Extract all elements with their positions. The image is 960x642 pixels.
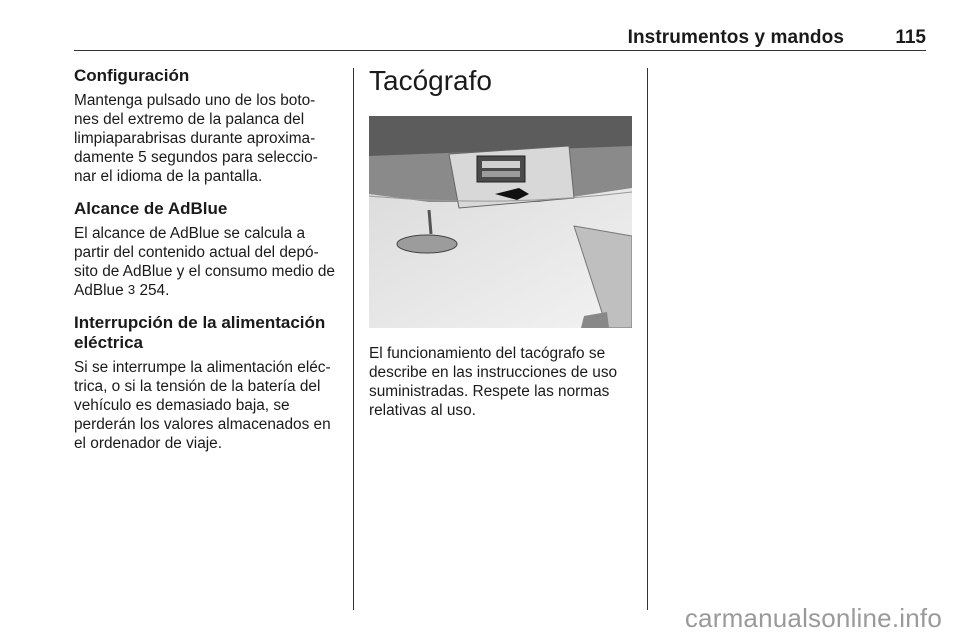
section-body: Mantenga pulsado uno de los boto- nes del extremo de la palanca del limpiaparabrisas durante aproxima- damente 5 segundos para seleccio- nar el idioma de la pantalla. (74, 92, 318, 185)
page-reference-link[interactable]: 254. (139, 282, 170, 299)
page-reference-icon: 3 (127, 282, 136, 297)
section-body: Si se interrumpe la alimentación eléc- trica, o si la tensión de la batería del vehículo es demasiado baja, se perderán los valores almacenados en el ordenador de viaje. (74, 359, 331, 452)
section-alcance-adblue (74, 199, 344, 300)
page-header (74, 22, 926, 51)
section-configuracion (74, 66, 344, 186)
chapter-title: Instrumentos y mandos (627, 27, 844, 48)
tachograph-illustration (369, 116, 632, 328)
watermark: carmanualsonline.info (684, 603, 942, 633)
right-column (369, 66, 633, 420)
section-body (74, 224, 344, 300)
column-divider-right (647, 68, 648, 610)
section-interrupcion (74, 313, 344, 453)
section-body-text: El alcance de AdBlue se calcula a partir del contenido actual del depó- sito de AdBlue y el consumo medio de AdBlue (74, 225, 335, 299)
left-column (74, 66, 344, 466)
page-number: 115 (895, 27, 926, 48)
column-divider-left (353, 68, 354, 610)
section-body: El funcionamiento del tacógrafo se describe en las instrucciones de uso suministradas. Respete las normas relativas al uso. (369, 345, 618, 419)
section-title: Tacógrafo (369, 65, 492, 96)
section-heading: Configuración (74, 66, 190, 85)
section-heading: Alcance de AdBlue (74, 199, 228, 218)
section-heading: Interrupción de la alimentación eléctrica (74, 313, 326, 352)
